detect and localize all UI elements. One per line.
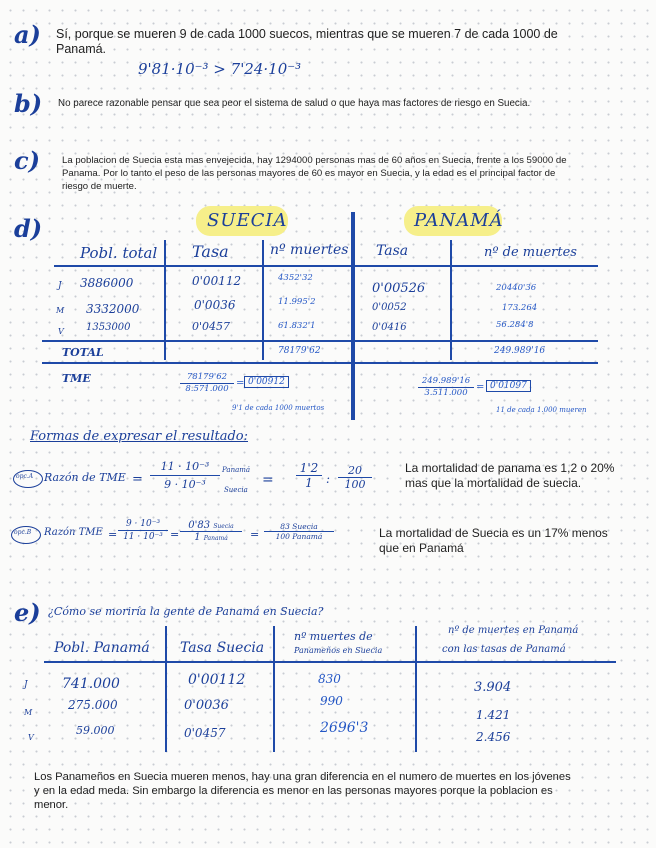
razon-b-mid-num: 0'83 <box>188 520 211 531</box>
razon-a-num-note: Panamá <box>222 466 251 474</box>
table-e-header-tasas-l2: con las tasas de Panamá <box>442 644 566 655</box>
table-e-row1-pobl: 741.000 <box>62 676 120 692</box>
tme-label: TME <box>62 372 91 385</box>
razon-b-res-num: 83 Suecia <box>264 522 334 532</box>
razon-b-mid-num-note: Suecia <box>213 523 234 530</box>
table-d-header-line <box>54 265 598 267</box>
table-e-row1-muertes: 830 <box>318 672 341 686</box>
razon-a-mid-num: 1'2 <box>296 461 322 476</box>
razon-a-text-line1: La mortalidad de panama es 1,2 o 20% <box>405 461 615 475</box>
razon-b-mid-num-row <box>180 520 242 532</box>
razon-a-res-den: 100 <box>344 478 366 491</box>
table-e-row3-age: V <box>28 733 34 742</box>
table-d-row1-muertes1: 4352'32 <box>278 273 313 283</box>
suecia-title: SUECIA <box>207 210 288 231</box>
table-e-col-2 <box>273 626 275 752</box>
table-d-row1-muertes2: 20440'36 <box>496 283 537 293</box>
table-d-col-1 <box>164 240 166 360</box>
section-c-letter: c) <box>14 146 40 175</box>
table-d-header-pobl: Pobl. total <box>80 244 158 262</box>
table-d-main-divider <box>351 212 355 420</box>
table-d-total-panama: 249.989'16 <box>494 346 546 356</box>
tme-suecia-result: 0'00912 <box>244 376 289 388</box>
razon-b-den: 11 · 10⁻³ <box>123 532 163 542</box>
razon-a-fraction <box>150 460 220 491</box>
table-d-total-line-top <box>42 340 598 342</box>
table-d-total-label: TOTAL <box>62 346 104 359</box>
table-d-col-4 <box>450 240 452 360</box>
conclusion-line3: menor. <box>34 799 69 811</box>
table-d-row2-muertes1: 11.995'2 <box>278 297 316 307</box>
tme-suecia-note: 9'1 de cada 1000 muertos <box>232 404 325 412</box>
razon-b-num: 9 · 10⁻³ <box>118 519 168 531</box>
razon-b-mid-den-note: Panamá <box>203 535 228 542</box>
table-d-total-line-bottom <box>42 362 598 364</box>
table-e-col-1 <box>165 626 167 752</box>
tme-suecia-fraction <box>180 372 234 394</box>
table-e-row3-tasa: 0'0457 <box>184 726 226 740</box>
tme-panama-den: 3.511.000 <box>424 388 468 398</box>
section-a-text-line1: Sí, porque se mueren 9 de cada 1000 suecos, mientras que se mueren 7 de cada 1000 de <box>56 27 558 41</box>
razon-b-mid-fraction <box>180 520 242 543</box>
table-d-row3-age: V <box>58 327 64 336</box>
formas-title: Formas de expresar el resultado: <box>30 429 248 444</box>
tme-panama-fraction <box>418 376 474 398</box>
table-e-row3-muertes: 2696'3 <box>320 720 369 736</box>
conclusion-line1: Los Panameños en Suecia mueren menos, hay una gran diferencia en el numero de muertes en los jóvenes <box>34 771 571 783</box>
tme-panama-note: 11 de cada 1.000 mueren <box>496 406 587 414</box>
table-e-header-line <box>44 661 616 663</box>
table-e-row2-age: M <box>24 708 33 717</box>
table-e-header-muertes-l1: nº muertes de <box>294 630 373 643</box>
tme-suecia-equals: = <box>236 378 245 389</box>
section-a-text-line2: Panamá. <box>56 42 107 56</box>
tme-panama-result: 0'01097 <box>486 380 531 392</box>
table-e-row3-tasas: 2.456 <box>476 730 511 744</box>
section-e-question: ¿Cómo se moriría la gente de Panamá en Suecia? <box>48 605 324 618</box>
razon-b-equals: = <box>108 528 118 541</box>
razon-b-mid-den-row <box>180 532 242 543</box>
razon-a-mid-den: 1 <box>305 476 313 490</box>
table-e-row2-tasa: 0'0036 <box>184 698 229 713</box>
razon-b-text-line1: La mortalidad de Suecia es un 17% menos <box>379 526 608 540</box>
razon-a-mid-fraction <box>296 461 322 490</box>
section-e-letter: e) <box>14 598 41 627</box>
tme-panama-equals: = <box>476 382 485 393</box>
table-d-row1-pobl: 3886000 <box>80 276 134 290</box>
table-d-header-tasa2: Tasa <box>376 243 409 259</box>
table-e-col-3 <box>415 626 417 752</box>
table-e-row1-tasas: 3.904 <box>474 680 512 695</box>
table-e-header-muertes-l2: Panameños en Suecia <box>294 646 383 655</box>
section-a-letter: a) <box>14 20 41 49</box>
razon-a-label: Razón de TME <box>44 471 126 484</box>
tme-panama-num: 249.989'16 <box>418 376 474 388</box>
table-d-row2-tasa2: 0'0052 <box>372 302 407 313</box>
razon-b-equals-3: = <box>250 528 260 541</box>
section-a-math: 9'81·10⁻³ > 7'24·10⁻³ <box>138 60 302 78</box>
table-d-header-muertes2: nº de muertes <box>484 245 577 260</box>
table-d-row1-age: J <box>58 281 62 291</box>
opc-b-label: opc.B <box>14 529 32 536</box>
table-d-col-2 <box>262 240 264 360</box>
razon-b-equals-2: = <box>170 528 180 541</box>
table-e-row1-age: J <box>24 680 28 690</box>
table-d-total-suecia: 78179'62 <box>278 346 321 356</box>
table-e-row1-tasa: 0'00112 <box>188 672 246 688</box>
conclusion-line2: y en la edad meda. Sin embargo la diferencia es menor en las personas mayores porque la poblacion es <box>34 785 553 797</box>
section-b-letter: b) <box>14 89 43 118</box>
razon-a-den: 9 · 10⁻³ <box>164 478 206 491</box>
table-e-header-tasas-l1: nº de muertes en Panamá <box>448 625 579 636</box>
section-c-line3: riesgo de muerte. <box>62 181 137 192</box>
razon-a-text-line2: mas que la mortalidad de suecia. <box>405 476 582 490</box>
tme-suecia-den: 8.571.000 <box>185 384 229 394</box>
razon-a-num: 11 · 10⁻³ <box>150 460 220 476</box>
table-d-row3-tasa1: 0'0457 <box>192 320 231 333</box>
razon-b-label: Razón TME <box>44 527 103 538</box>
razon-a-den-note: Suecia <box>224 486 248 494</box>
tme-suecia-num: 78179'62 <box>180 372 234 384</box>
table-e-row3-pobl: 59.000 <box>76 724 115 737</box>
table-d-row3-muertes2: 56.284'8 <box>496 320 534 330</box>
table-d-header-tasa1: Tasa <box>192 242 229 261</box>
section-b-text: No parece razonable pensar que sea peor el sistema de salud o que haya mas factores de riesgo en Suecia. <box>58 98 531 109</box>
table-e-row2-muertes: 990 <box>320 694 343 708</box>
table-e-header-tasa: Tasa Suecia <box>180 640 265 656</box>
section-c-line2: Panama. Por lo tanto el peso de las personas mayores de 60 es mayor en Suecia, y la edad es el principal factor de <box>62 168 556 179</box>
table-d-row2-muertes2: 173.264 <box>502 303 538 313</box>
table-d-header-muertes1: nº muertes <box>270 242 349 258</box>
table-e-header-pobl: Pobl. Panamá <box>54 640 150 656</box>
table-d-row3-tasa2: 0'0416 <box>372 322 407 333</box>
razon-a-colon: : <box>326 472 331 486</box>
razon-b-res-den: 100 Panamá <box>275 532 323 541</box>
razon-a-equals: = <box>132 472 143 487</box>
razon-a-res-num: 20 <box>338 464 372 478</box>
razon-b-mid-den: 1 <box>194 532 201 543</box>
table-d-row2-tasa1: 0'0036 <box>194 298 236 312</box>
table-e-row2-tasas: 1.421 <box>476 708 511 722</box>
panama-title: PANAMÁ <box>414 210 504 231</box>
razon-b-text-line2: que en Panamá <box>379 541 464 555</box>
table-d-row1-tasa1: 0'00112 <box>192 274 242 288</box>
razon-a-equals-2: = <box>262 472 274 488</box>
section-c-line1: La poblacion de Suecia esta mas envejecida, hay 1294000 personas mas de 60 años en Suecia, frente a los 59000 de <box>62 155 567 166</box>
table-d-row1-tasa2: 0'00526 <box>372 281 426 296</box>
razon-b-res-fraction <box>264 522 334 541</box>
table-d-row2-age: M <box>56 306 65 315</box>
table-e-row2-pobl: 275.000 <box>68 698 118 712</box>
section-d-letter: d) <box>14 214 43 243</box>
table-d-row2-pobl: 3332000 <box>86 302 140 316</box>
razon-b-fraction <box>118 519 168 542</box>
opc-a-label: opc.A <box>16 473 34 480</box>
razon-a-res-fraction <box>338 464 372 491</box>
table-d-row3-pobl: 1353000 <box>86 322 131 333</box>
table-d-row3-muertes1: 61.832'1 <box>278 321 316 331</box>
